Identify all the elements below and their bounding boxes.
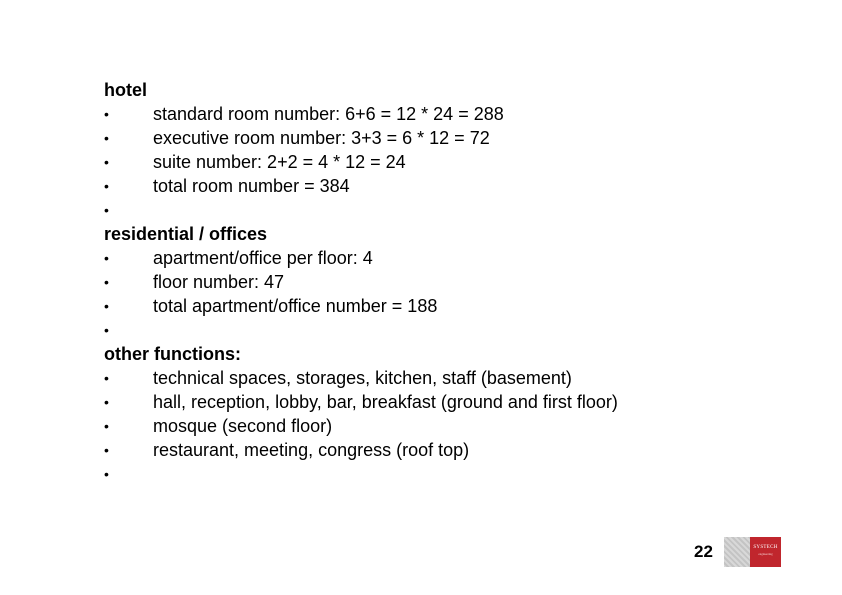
logo-text: SYSTECH (753, 545, 778, 550)
list-item (104, 366, 804, 390)
list-item (104, 390, 804, 414)
list-item-text: mosque (second floor) (153, 416, 333, 436)
list-item (104, 270, 804, 294)
bullet-icon: • (104, 202, 109, 218)
list-item-text: suite number: 2+2 = 4 * 12 = 24 (153, 152, 406, 172)
list-item (104, 246, 804, 270)
list-item-text: restaurant, meeting, congress (roof top) (153, 440, 470, 460)
bullet-icon: • (104, 322, 109, 338)
list-item (104, 126, 804, 150)
list-item (104, 150, 804, 174)
bullet-icon: • (104, 130, 109, 146)
slide-content (104, 78, 804, 486)
bullet-icon: • (104, 106, 109, 122)
section-title-other-functions: other functions: (104, 344, 241, 364)
list-item (104, 294, 804, 318)
bullet-icon: • (104, 418, 109, 434)
list-item-text: hall, reception, lobby, bar, breakfast (ground and first floor) (153, 392, 618, 412)
list-item (104, 438, 804, 462)
list-item (104, 102, 804, 126)
list-item-text: floor number: 47 (153, 272, 285, 292)
list-item-text: executive room number: 3+3 = 6 * 12 = 72 (153, 128, 490, 148)
list-item-text: total apartment/office number = 188 (153, 296, 438, 316)
list-item-text: total room number = 384 (153, 176, 350, 196)
list-item-empty (104, 198, 804, 222)
bullet-icon: • (104, 274, 109, 290)
list-item (104, 414, 804, 438)
logo-subtext: engineering (758, 552, 773, 556)
page-number: 22 (694, 542, 713, 561)
section-title-hotel: hotel (104, 80, 147, 100)
logo-brand-block (750, 537, 781, 567)
bullet-icon: • (104, 370, 109, 386)
list-item (104, 174, 804, 198)
bullet-icon: • (104, 178, 109, 194)
bullet-icon: • (104, 394, 109, 410)
logo-pattern-block (724, 537, 750, 567)
bullet-icon: • (104, 250, 109, 266)
company-logo (724, 537, 781, 567)
section-title-residential: residential / offices (104, 224, 268, 244)
bullet-icon: • (104, 442, 109, 458)
bullet-icon: • (104, 298, 109, 314)
bullet-icon: • (104, 466, 109, 482)
list-item-text: standard room number: 6+6 = 12 * 24 = 288 (153, 104, 504, 124)
list-item-text: technical spaces, storages, kitchen, staff (basement) (153, 368, 572, 388)
list-item-empty (104, 318, 804, 342)
bullet-icon: • (104, 154, 109, 170)
list-item-text: apartment/office per floor: 4 (153, 248, 373, 268)
list-item-empty (104, 462, 804, 486)
